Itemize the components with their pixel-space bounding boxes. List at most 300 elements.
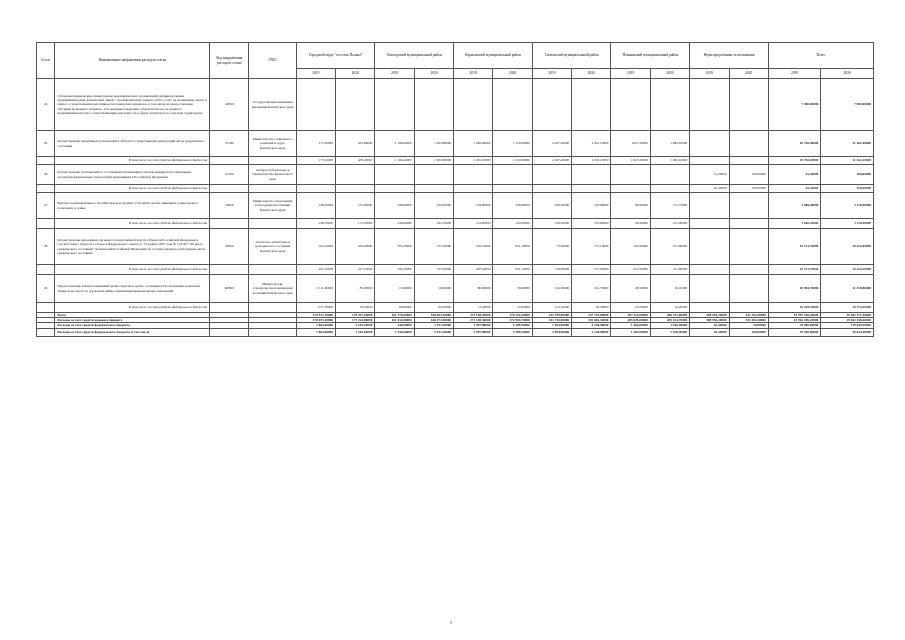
row-value	[336, 185, 375, 193]
row-value: 278 194,20000	[493, 313, 532, 318]
row-value: 1 906,40000	[768, 219, 820, 229]
row-value: 100,00000	[729, 328, 768, 336]
header-year: 2020	[336, 69, 375, 79]
row-value	[454, 185, 493, 193]
row-value: 10 984,70000	[768, 275, 820, 303]
row-value	[611, 79, 650, 131]
row-value: 1 864,00000	[296, 323, 335, 328]
row-value: 79,30000	[336, 303, 375, 313]
row-value	[414, 79, 453, 131]
row-value: 1 310,90000	[493, 157, 532, 165]
row-value: 346,00000	[375, 323, 414, 328]
row-code: 52600	[210, 193, 249, 219]
row-value: 1 166,40000	[375, 157, 414, 165]
row-value	[690, 275, 729, 303]
row-value: 3,37,70000	[296, 303, 335, 313]
row-value: 153,80000	[572, 219, 611, 229]
row-value: 1 110,90000	[821, 219, 874, 229]
row-value	[454, 79, 493, 131]
total-row	[37, 328, 874, 336]
header-year: 2019	[611, 69, 650, 79]
row-value: 417,20000	[336, 265, 375, 275]
row-value: 19 282 171,50000	[821, 313, 874, 318]
row-value: 335 662,10000	[572, 318, 611, 323]
row-value: 1 054,00000	[532, 323, 571, 328]
row-value: 612,90000	[611, 265, 650, 275]
header-year: 2019	[768, 69, 820, 79]
row-value: 2 531,20000	[414, 328, 453, 336]
row-value: 99,90000	[611, 219, 650, 229]
row-value: 287 114,00000	[611, 313, 650, 318]
row-value: 1 282,90000	[454, 131, 493, 157]
row-value: 169,20000	[414, 193, 453, 219]
row-value: 2 997,80000	[454, 328, 493, 336]
row-code	[210, 219, 249, 229]
row-value	[572, 185, 611, 193]
row-number: 29	[37, 275, 55, 303]
row-value: 4 091,10000	[572, 131, 611, 157]
row-value: 651,10000	[493, 265, 532, 275]
row-value: 337 791,00000	[572, 313, 611, 318]
row-value: 36 634,30000	[821, 328, 874, 336]
row-name: Осуществление полномочий по составлению (изменению) списков кандидатов в присяжные заседатели федеральных судов общей юрисдикции в Российской Федерации	[55, 165, 210, 185]
row-value: 531 692,50000	[729, 318, 768, 323]
row-value: 718,00000	[532, 265, 571, 275]
row-value: 124,10000	[532, 303, 571, 313]
row-code	[210, 328, 249, 336]
row-name: В том числе за счет средств федерального бюджета	[55, 219, 210, 229]
row-value: 1 906,40000	[768, 193, 820, 219]
row-name: Субсидии юридическим лицам (кроме некоммерческих организаций), индивидуальным предпринимателям, физическим лицам – производителям товаров, работ, услуг на возмещение затрат в связи с осуществлением регулярных пассажирских перевозок, в том числе на предоставление субсидий из краевого бюджета, для оказания поддержки субъектам малого и среднего предпринимательства, осуществляющим деятельность в сфере транспорта на сельских территориях	[55, 79, 210, 131]
row-grbs: Государственная жилищная инспекция Камчатского края	[249, 79, 296, 131]
row-value: 199,50000	[532, 193, 571, 219]
row-value: 62,40000	[690, 328, 729, 336]
header-year: 2020	[572, 69, 611, 79]
row-value: 286 751,00000	[650, 313, 689, 318]
row-value	[650, 79, 689, 131]
row-grbs	[249, 185, 296, 193]
row-value: 11 162,40000	[821, 157, 874, 165]
row-value: 771,10000	[572, 229, 611, 265]
row-number	[37, 219, 55, 229]
row-value	[611, 185, 650, 193]
table-row	[37, 275, 874, 303]
row-name: В том числе за счет средств федерального бюджета	[55, 303, 210, 313]
row-name: В том числе за счет средств федерального бюджета	[55, 265, 210, 275]
row-value	[690, 229, 729, 265]
row-grbs	[249, 219, 296, 229]
row-value: 5 289,50000	[493, 323, 532, 328]
row-value	[690, 265, 729, 275]
row-value: 148,20000	[296, 193, 335, 219]
row-code: 51200	[210, 165, 249, 185]
row-value	[690, 131, 729, 157]
row-value: 168 003,20000	[414, 313, 453, 318]
row-value: 487,40000	[454, 265, 493, 275]
row-value: 62,40000	[690, 323, 729, 328]
row-value: 705,20000	[375, 265, 414, 275]
row-value: 2 054,00000	[532, 328, 571, 336]
subtotal-row	[37, 303, 874, 313]
row-value: 248,70000	[296, 219, 335, 229]
row-value: 101,90000	[650, 219, 689, 229]
row-name: Всего	[55, 313, 210, 318]
row-value: 1 027,20000	[611, 157, 650, 165]
row-value: 491,10000	[296, 265, 335, 275]
row-value: 273 128,30000	[454, 313, 493, 318]
row-value: 177,20000	[296, 157, 335, 165]
row-value: 757,60000	[572, 265, 611, 275]
row-value: 321 745,00000	[532, 318, 571, 323]
table-row	[37, 165, 874, 185]
row-value: 10,00000	[414, 275, 453, 303]
row-value: 552,10000	[454, 229, 493, 265]
row-value: 10 756,90000	[768, 131, 820, 157]
row-value: 179 917,10000	[296, 313, 335, 318]
row-value: 588 955,20000	[690, 313, 729, 318]
row-value	[296, 165, 335, 185]
row-grbs	[249, 157, 296, 165]
row-value	[493, 79, 532, 131]
header-grbs: ГРБС	[249, 43, 296, 79]
row-value: 72,60000	[493, 303, 532, 313]
row-value: 10 962 296,20000	[768, 318, 820, 323]
row-value: 285 224,70000	[650, 318, 689, 323]
header-year: 2019	[454, 69, 493, 79]
row-value: 1 084,10000	[650, 157, 689, 165]
row-value	[532, 165, 571, 185]
row-number: 28	[37, 229, 55, 265]
row-name: Расходы за счет средств краевого бюджета	[55, 318, 210, 323]
page-number: 5	[450, 620, 452, 625]
row-value: 1 310,90000	[493, 131, 532, 157]
row-value	[729, 265, 768, 275]
row-name: Предоставление жилых помещений детям-сиротам и детям, оставшимся без попечения родителей, лицам из их числа по договорам найма специализированных жилых помещений	[55, 275, 210, 303]
row-value: 174,50000	[336, 219, 375, 229]
header-year: 2020	[729, 69, 768, 79]
row-value	[375, 185, 414, 193]
row-value: 588 955,20000	[690, 318, 729, 323]
row-number	[37, 328, 55, 336]
row-value: 161 778,00000	[375, 313, 414, 318]
row-value: 7 000,00000	[821, 79, 874, 131]
row-value	[729, 275, 768, 303]
row-value: 10 756,90000	[768, 157, 820, 165]
row-value: 10,00000	[729, 323, 768, 328]
row-value: 249,60000	[375, 193, 414, 219]
row-name: Расходы за счет средств федерального бюджета, в том числе	[55, 328, 210, 336]
row-value	[690, 79, 729, 131]
row-name: В том числе за счет средств федерального бюджета	[55, 157, 210, 165]
row-value: 723,50000	[414, 265, 453, 275]
row-name: Расходы за счет средств федерального бюджета	[55, 323, 210, 328]
row-value: 7 000,00000	[768, 79, 820, 131]
row-value: 1 864,00000	[296, 328, 335, 336]
row-value: 285 645,00000	[611, 318, 650, 323]
row-value: 25,60000	[611, 303, 650, 313]
row-value: 129,00000	[493, 219, 532, 229]
row-code	[210, 303, 249, 313]
row-value: 177,20000	[296, 131, 335, 157]
row-value: 73,00000	[532, 229, 571, 265]
row-value: 1 084,10000	[650, 131, 689, 157]
row-value: 10 131,70000	[768, 265, 820, 275]
row-value	[729, 131, 768, 157]
header-name: Наименование направления расходов статья	[55, 43, 210, 79]
header-group: Карагинский муниципальный район	[454, 43, 533, 69]
row-value: 1 997,80000	[454, 323, 493, 328]
row-value: 124,30000	[532, 275, 571, 303]
row-value: 271 130,50000	[454, 318, 493, 323]
row-name: Осуществление переданных полномочий в области государственной регистрации актов гражданского состояния	[55, 131, 210, 157]
row-value	[690, 157, 729, 165]
row-code	[210, 185, 249, 193]
row-value: 311,60000	[650, 229, 689, 265]
row-value	[690, 193, 729, 219]
row-number	[37, 303, 55, 313]
row-value: 166 472,00000	[414, 318, 453, 323]
header-group: Олюторский муниципальный район	[375, 43, 454, 69]
header-year: 2019	[296, 69, 335, 79]
header-year: 2019	[690, 69, 729, 79]
row-value: 2 128,90000	[572, 323, 611, 328]
header-group: Всего	[768, 43, 873, 69]
row-number	[37, 265, 55, 275]
row-value: 1 263,80000	[414, 131, 453, 157]
row-value: 531 702,50000	[729, 313, 768, 318]
row-number: 25	[37, 131, 55, 157]
budget-table-sheet	[36, 42, 874, 337]
row-number	[37, 185, 55, 193]
header-year: 2020	[650, 69, 689, 79]
row-value	[650, 185, 689, 193]
row-grbs: Министерство социального развития и труда Камчатского края	[249, 131, 296, 157]
row-value: 10 131,70000	[768, 229, 820, 265]
row-value: 11,40000	[454, 303, 493, 313]
row-value: 2 346,00000	[375, 328, 414, 336]
row-value: 62,40000	[768, 165, 820, 185]
row-grbs: Аппарат Губернатора и Правительства Камчатского края	[249, 165, 296, 185]
header-group: Нераспределенные ассигнования	[690, 43, 769, 69]
row-value: 19 162 340,60000	[821, 318, 874, 323]
row-value: 1 526,30000	[650, 323, 689, 328]
row-value: 100,00000	[821, 185, 874, 193]
row-value: 1 531,20000	[414, 323, 453, 328]
row-value: 1027,20000	[611, 131, 650, 157]
row-grbs	[249, 303, 296, 313]
table-row	[37, 131, 874, 157]
row-value: 111,75000	[650, 193, 689, 219]
row-value: 1 196,60000	[375, 131, 414, 157]
subtotal-row	[37, 185, 874, 193]
row-value: 4 091,10000	[572, 157, 611, 165]
subtotal-row	[37, 265, 874, 275]
row-value	[336, 165, 375, 185]
row-value: 80,00000	[375, 303, 414, 313]
row-value: 100,00000	[729, 185, 768, 193]
row-value: 15,60000	[375, 275, 414, 303]
row-value: 725,50000	[414, 229, 453, 265]
row-value	[729, 229, 768, 265]
row-value: 504,10000	[296, 229, 335, 265]
row-value: 1 469,00000	[611, 328, 650, 336]
header-year: 2020	[821, 69, 874, 79]
table-row	[37, 193, 874, 219]
header-year: 2019	[532, 69, 571, 79]
row-number	[37, 157, 55, 165]
row-value: 162,70000	[414, 219, 453, 229]
row-value: 1 469,00000	[611, 323, 650, 328]
row-value: 10 228,50000	[768, 303, 820, 313]
row-value: 10 773,60000	[821, 303, 874, 313]
row-value	[532, 79, 571, 131]
row-name: Осуществление переданных органам государственной власти субъектов Российской Федерации в соответствии с пунктом 1 статьи 4 Федерального закона от 15 ноября 1997 года № 143-ФЗ "Об актах гражданского состояния" полномочий Российской Федерации на государственную регистрацию актов гражданского состояния	[55, 229, 210, 265]
row-value: 100,00000	[821, 165, 874, 185]
row-value: 119 830,90000	[821, 323, 874, 328]
row-code	[210, 157, 249, 165]
row-value	[493, 185, 532, 193]
row-value: 1 103,20000	[336, 328, 375, 336]
row-value: 249,60000	[375, 219, 414, 229]
row-value: 51,20000	[690, 165, 729, 185]
row-code: R0820	[210, 275, 249, 303]
row-value: 1 103,20000	[336, 323, 375, 328]
row-value: 60,30000	[414, 303, 453, 313]
row-value: 99,90000	[611, 193, 650, 219]
row-value: 178 327,20000	[336, 313, 375, 318]
row-value: 16,10000	[650, 275, 689, 303]
row-value	[414, 165, 453, 185]
row-value: 705,20000	[375, 229, 414, 265]
row-value: 102,90000	[611, 229, 650, 265]
row-value	[296, 185, 335, 193]
row-value: 101,70000	[572, 275, 611, 303]
row-value	[690, 219, 729, 229]
row-value: 432,20000	[336, 229, 375, 265]
row-value	[729, 193, 768, 219]
row-code: 51180	[210, 131, 249, 157]
row-value: 1 111,60000	[296, 275, 335, 303]
row-grbs	[249, 265, 296, 275]
row-grbs	[249, 328, 296, 336]
header-group: Городской округ "поселок Палана"	[296, 43, 375, 69]
row-value: 4 027,20000	[532, 157, 571, 165]
row-value: 153,80000	[572, 193, 611, 219]
row-code	[210, 265, 249, 275]
row-value: 1 263,80000	[414, 157, 453, 165]
row-value	[414, 185, 453, 193]
row-value	[532, 185, 571, 193]
subtotal-row	[37, 219, 874, 229]
row-value: 28,50000	[611, 275, 650, 303]
header-year: 2020	[493, 69, 532, 79]
row-value: 10 422,60000	[821, 229, 874, 265]
row-value: 155,00000	[336, 193, 375, 219]
row-value: 322 799,00000	[532, 313, 571, 318]
row-value: 79,60000	[493, 275, 532, 303]
row-value: 11 319,80000	[821, 275, 874, 303]
row-number: 27	[37, 193, 55, 219]
row-value: 178 053,10000	[296, 318, 335, 323]
row-number: 26	[37, 165, 55, 185]
row-grbs: Министерство строительства и жилищной политики Камчатского края	[249, 275, 296, 303]
row-value	[572, 79, 611, 131]
row-value: 129,00000	[493, 193, 532, 219]
row-value	[296, 79, 335, 131]
row-value: 403,40000	[336, 157, 375, 165]
header-num: № п/п	[37, 43, 55, 79]
row-value	[493, 165, 532, 185]
row-value: 311,60000	[650, 265, 689, 275]
row-value	[572, 165, 611, 185]
row-value	[729, 303, 768, 313]
row-value	[729, 219, 768, 229]
table-row	[37, 229, 874, 265]
row-value	[729, 79, 768, 131]
row-value: 1 526,30000	[650, 328, 689, 336]
row-grbs: Агентство записи актов гражданского состояния Камчатского края	[249, 229, 296, 265]
row-value	[611, 165, 650, 185]
budget-table	[36, 42, 874, 337]
row-value: 124,80000	[454, 219, 493, 229]
row-value: 100,00000	[729, 165, 768, 185]
row-value	[729, 157, 768, 165]
row-value: 83,20000	[336, 275, 375, 303]
row-value: 272 904,70000	[493, 318, 532, 323]
row-value: 80,90000	[454, 275, 493, 303]
row-value: 177 224,00000	[336, 318, 375, 323]
row-value: 10,40000	[650, 303, 689, 313]
header-year: 2020	[414, 69, 453, 79]
row-name: В том числе за счет средств федерального бюджета	[55, 185, 210, 193]
header-year: 2019	[375, 69, 414, 79]
header-group: Пенжинский муниципальный район	[611, 43, 690, 69]
row-value: 124,80000	[454, 193, 493, 219]
row-value	[375, 165, 414, 185]
row-value: 4 027,20000	[532, 131, 571, 157]
row-value	[336, 79, 375, 131]
row-value: 2 128,90000	[572, 328, 611, 336]
row-value	[454, 165, 493, 185]
row-value: 10 997 196,20000	[768, 313, 820, 318]
row-code: 59300	[210, 229, 249, 265]
row-value: 99,30000	[572, 303, 611, 313]
row-value: 1 110,90000	[821, 193, 874, 219]
row-number: 24	[37, 79, 55, 131]
row-value	[375, 79, 414, 131]
row-value: 831,10000	[493, 229, 532, 265]
row-value: 413,60000	[336, 131, 375, 157]
row-code: 40300	[210, 79, 249, 131]
header-code: Код направления расходов статьи	[210, 43, 249, 79]
row-grbs: Министерство образования и молодежной политики Камчатского края	[249, 193, 296, 219]
subtotal-row	[37, 157, 874, 165]
row-value	[650, 165, 689, 185]
row-value: 11 162,40000	[821, 131, 874, 157]
row-value: 62,40000	[690, 185, 729, 193]
table-row	[37, 79, 874, 131]
row-name: Выплата единовременного пособия при всех формах устройства детей, лишенных родительского попечения, в семью	[55, 193, 210, 219]
row-value: 1 281,30000	[454, 157, 493, 165]
row-value: 10 422,60000	[821, 265, 874, 275]
row-value: 199,50000	[532, 219, 571, 229]
row-value: 34 900,00000	[768, 323, 820, 328]
row-value: 35 540,00000	[768, 328, 820, 336]
header-group: Тигильский муниципальный район	[532, 43, 611, 69]
row-value: 161 432,00000	[375, 318, 414, 323]
row-value: 62,40000	[768, 185, 820, 193]
row-value: 2 289,50000	[493, 328, 532, 336]
